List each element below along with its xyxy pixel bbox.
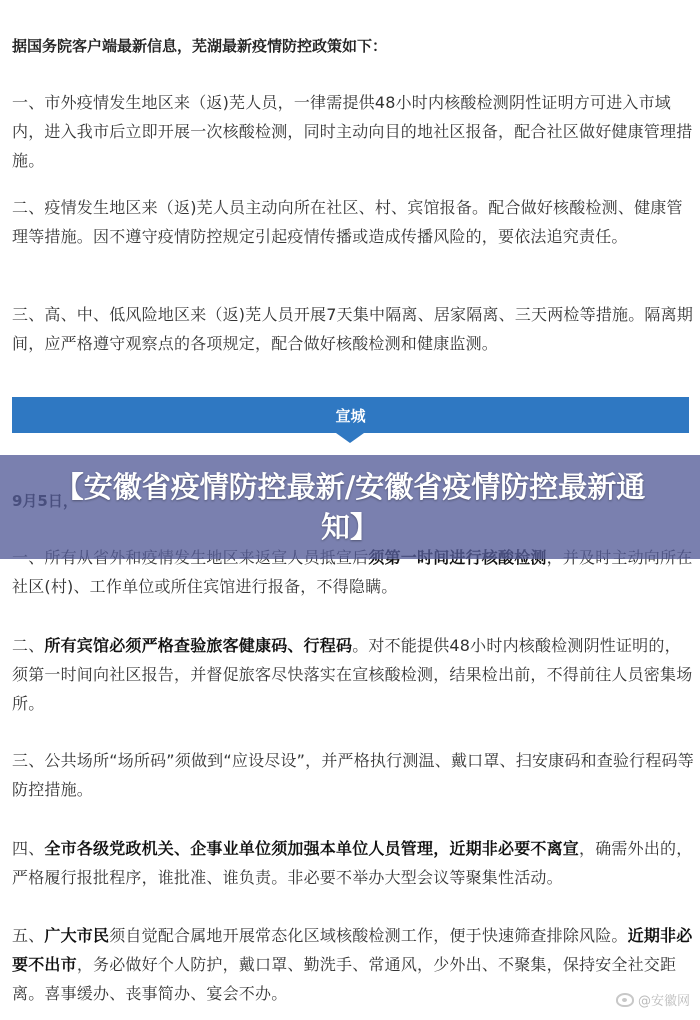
p2-text-c: 。对不能提供48小时内核酸检测阴性证明的，须第一时间向社区报告，并督促旅客尽快落实在宣核酸检测，结果检出前，不得前往人员密集场所。: [12, 636, 693, 713]
p2-text-a: 二、: [12, 636, 45, 655]
xuancheng-paragraph-2: [12, 631, 694, 718]
wuhu-paragraph-1: 一、市外疫情发生地区来（返)芜人员，一律需提供48小时内核酸检测阴性证明方可进入市域内，进入我市后立即开展一次核酸检测，同时主动向目的地社区报备，配合社区做好健康管理措施。: [12, 93, 693, 170]
p5-bold-1: 广大市民: [44, 926, 110, 945]
wuhu-paragraph-3: 三、高、中、低风险地区来（返)芜人员开展7天集中隔离、居家隔离、三天两检等措施。隔离期间，应严格遵守观察点的各项规定，配合做好核酸检测和健康监测。: [12, 305, 694, 353]
p1-text-c: 社区(村)、工作单位或所住宾馆进行报备，不得隐瞒。: [12, 577, 398, 596]
intro-heading: 据国务院客户端最新信息，芜湖最新疫情防控政策如下：: [12, 37, 388, 55]
overlay-title: 【安徽省疫情防控最新/安徽省疫情防控最新通知】: [54, 470, 646, 544]
watermark-text: @安徽网: [637, 994, 690, 1009]
p5-text-c: 须自觉配合属地开展常态化区域核酸检测工作，便于快速筛查排除风险。: [109, 926, 628, 945]
p5-text-a: 五、: [12, 926, 45, 945]
banner-notch: [336, 433, 364, 443]
section-banner-label: 宣城: [335, 406, 366, 425]
p4-text-c: ，确需外出的，严格履行报批程序，谁批准、谁负责。非必要不举办大型会议等聚集性活动。: [12, 839, 693, 887]
p4-bold: 全市各级党政机关、企事业单位须加强本单位人员管理，近期非必要不离宣: [44, 839, 580, 858]
p2-bold: 所有宾馆必须严格查验旅客健康码、行程码: [44, 636, 353, 655]
title-overlay: [0, 455, 700, 559]
xuancheng-paragraph-4: [12, 834, 694, 892]
xuancheng-paragraph-3: 三、公共场所“场所码”须做到“应设尽设”，并严格执行测温、戴口罩、扫安康码和查验行程码等防控措施。: [12, 751, 694, 799]
p5-text-e: ，务必做好个人防护，戴口罩、勤洗手、常通风，少外出、不聚集，保持安全社交距离。喜事缓办、丧事简办、宴会不办。: [12, 955, 677, 1003]
section-banner: [12, 397, 689, 433]
xuancheng-paragraph-5: [12, 921, 694, 1008]
watermark: [616, 990, 690, 1009]
p4-text-a: 四、: [12, 839, 45, 858]
p5-bold-2: 近期非必要不出市: [12, 926, 693, 974]
wuhu-paragraph-2: 二、疫情发生地区来（返)芜人员主动向所在社区、村、宾馆报备。配合做好核酸检测、健康管理等措施。因不遵守疫情防控规定引起疫情传播或造成传播风险的，要依法追究责任。: [12, 198, 683, 246]
weibo-icon: [616, 993, 634, 1007]
